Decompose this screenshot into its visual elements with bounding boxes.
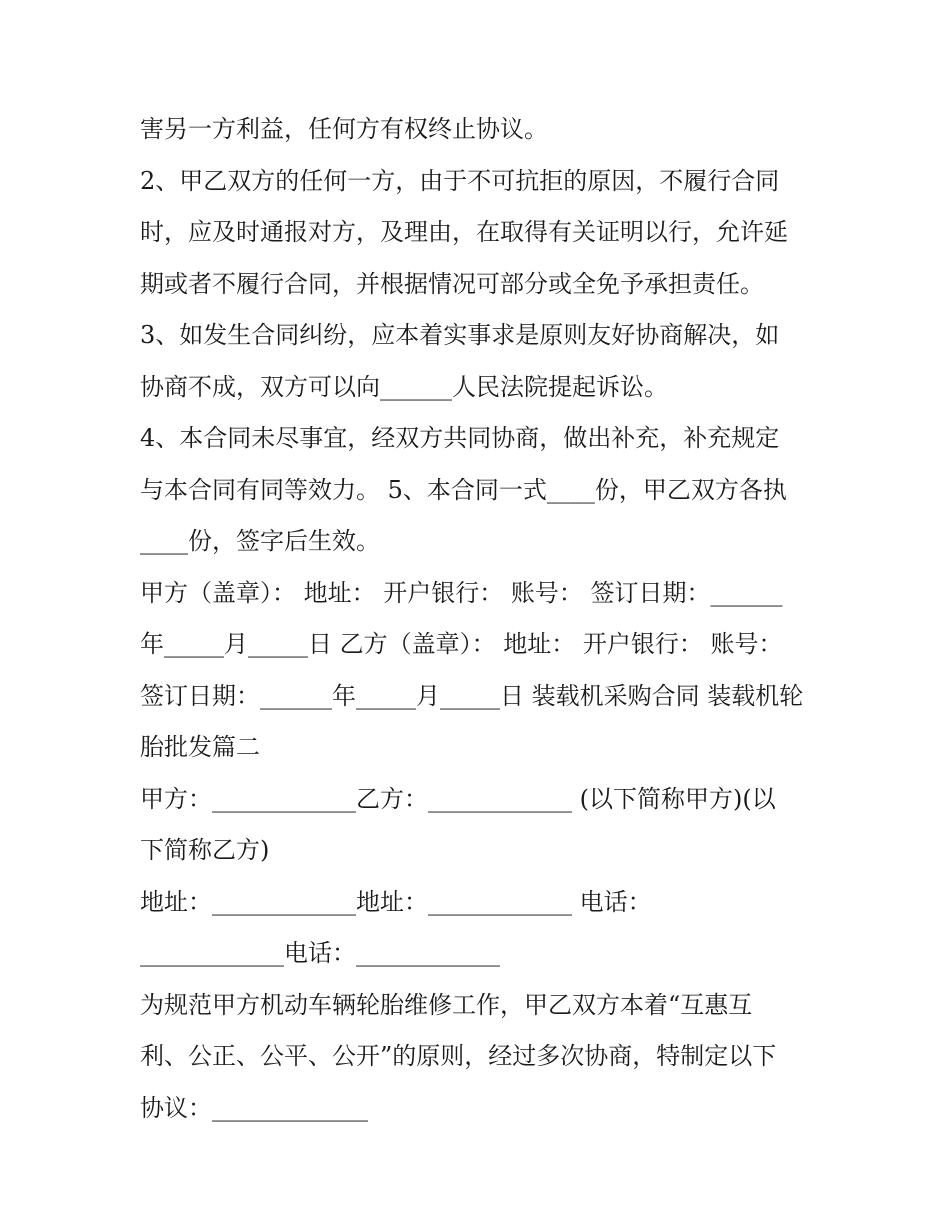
text-line: 期或者不履行合同，并根据情况可部分或全免予承担责任。: [140, 269, 764, 298]
text-line: 与本合同有同等效力。 5、本合同一式____份，甲乙双方各执: [140, 475, 787, 504]
text-line: 时，应及时通报对方，及理由，在取得有关证明以行，允许延: [140, 218, 788, 246]
text-line: 胎批发篇二: [140, 733, 260, 761]
text-line: 协商不成，双方可以向______人民法院提起诉讼。: [140, 372, 668, 401]
text-line: 利、公正、公平、公开”的原则，经过多次协商，特制定以下: [140, 1042, 777, 1070]
text-line: 2、甲乙双方的任何一方，由于不可抗拒的原因，不履行合同: [140, 166, 780, 195]
text-line: 为规范甲方机动车辆轮胎维修工作，甲乙双方本着“互惠互: [140, 990, 753, 1019]
text-line: 甲方：____________乙方：____________ (以下简称甲方)(以: [140, 784, 776, 813]
text-line: 甲方（盖章）： 地址： 开户银行： 账号： 签订日期：______: [140, 578, 783, 607]
text-line: 地址：____________地址：____________ 电话：: [140, 887, 652, 916]
text-line: 协议：_____________: [140, 1093, 368, 1122]
text-line: 签订日期：______年_____月_____日 装载机采购合同 装载机轮: [140, 681, 804, 710]
text-line: 3、如发生合同纠纷，应本着实事求是原则友好协商解决，如: [140, 321, 780, 349]
text-line: 下简称乙方): [140, 836, 270, 864]
text-line: 害另一方利益，任何方有权终止协议。: [140, 115, 548, 143]
text-line: ____份，签字后生效。: [140, 527, 380, 555]
contract-text: [140, 104, 820, 1134]
text-line: 4、本合同未尽事宜，经双方共同协商，做出补充，补充规定: [140, 424, 780, 452]
text-line: ____________电话：____________: [140, 939, 500, 967]
text-line: 年_____月_____日 乙方（盖章）： 地址： 开户银行： 账号：: [140, 630, 783, 658]
